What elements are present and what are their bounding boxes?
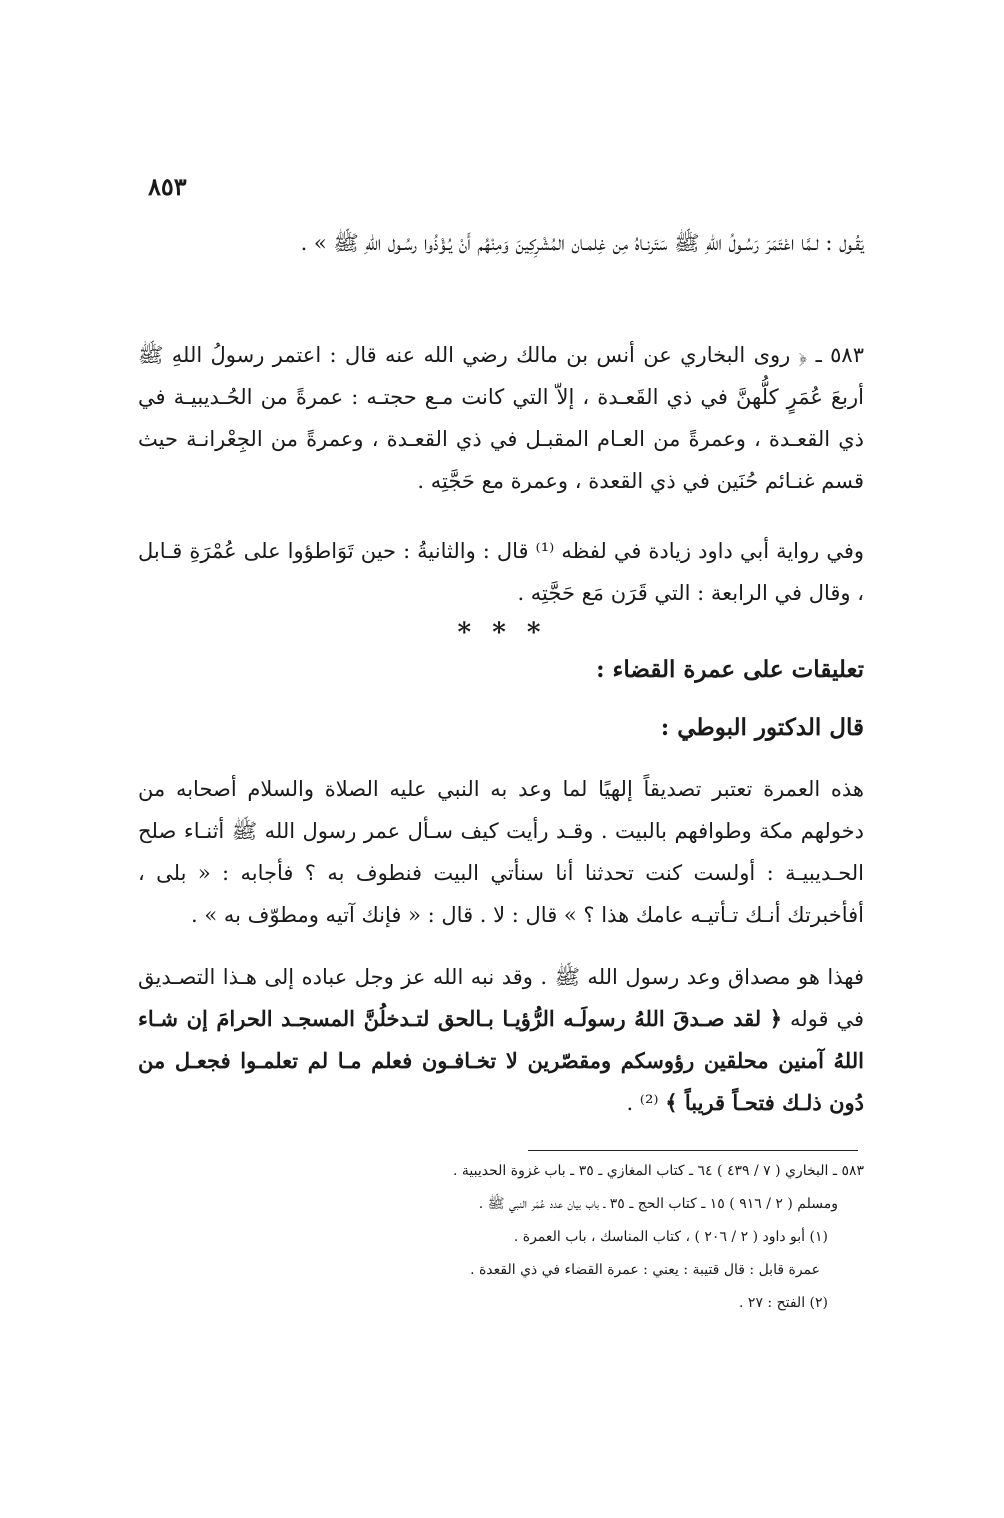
footnote-line: (١) أبو داود ( ٢ / ٢٠٦ ) ، كتاب المناسك ، باب العمرة . (513, 1229, 828, 1245)
section-separator: * * * (457, 618, 547, 648)
paragraph-3: وفي رواية أبي داود زيادة في لفظه ⁽¹⁾ قال : والثانيةُ : حين تَوَاطؤوا على عُمْرَةِ قـابل ، وقال في الرابعة : التي قَرَن مَع حَجَّتِه . (138, 539, 865, 605)
paragraph-5-start: فهذا هو مصداق وعد رسول الله ﷺ . وقد نبه الله عز وجل عباده إلى هـذا التصـديق في قوله (138, 965, 864, 1031)
paragraph-2: ٥٨٣ ـ ﴿ روى البخاري عن أنس بن مالك رضي الله عنه قال : اعتمر رسولُ اللهِ ﷺ أربعَ عُمَرٍ كلُّهنَّ في ذي القَعـدة ، إلاّ التي كانت مـع حجتـه : عمرةً من الحُـديبيـة في ذي القعـدة ، وعمرةً من العـام المقبـل في ذي القعـدة ، وعمرةً من الجِعْرانـة حيث قسم غنـائم حُنَين في ذي القعدة ، وعمرة مع حَجَّتِه . (138, 343, 864, 493)
paragraph-abu-dawud (138, 530, 864, 614)
footnote-line: ومسلم ( ٢ / ٩١٦ ) ١٥ ـ كتاب الحج ـ ٣٥ ـ باب بيان عدد عُمَر النبي ﷺ . (478, 1196, 838, 1212)
paragraph-5-end: ⁽²⁾ . (626, 1091, 666, 1115)
paragraph-hadith-583 (138, 334, 864, 502)
paragraph-commentary (138, 768, 864, 936)
page-number: ٨٥٣ (148, 172, 187, 201)
paragraph-5 (138, 956, 864, 1124)
footnotes (304, 1155, 864, 1320)
section-heading: تعليقات على عمرة القضاء : (596, 656, 864, 683)
quran-quote: ﴿ لقد صـدقَ اللهُ رسولَـه الرُّؤيـا بـالحق لتـدخلُنَّ المسجـد الحرامَ إن شـاء اللهُ آمنين محلقين رؤوسكم ومقصّرين لا تخـافـون فعلم مـا لم تعلمـوا فجعـل من دُون ذلـك فتحـاً قريباً ﴾ (138, 1006, 864, 1115)
paragraph-quran-verse (138, 956, 864, 1124)
footnote-line: (٢) الفتح : ٢٧ . (739, 1295, 828, 1311)
footnote-line: ٥٨٣ ـ البخاري ( ٧ / ٤٣٩ ) ٦٤ ـ كتاب المغازي ـ ٣٥ ـ باب غزوة الحديبية . (453, 1163, 864, 1179)
paragraph-hadith-continuation (138, 222, 864, 264)
paragraph-1: يَقُـول : لـمَّا اعْتَمَرَ رَسُـولُ اللهِ ﷺ سَتَرنـاهُ مِن غِلمـان المُشْرِكِينَ وَمِنْهُم أَنْ يُـؤْذُوا رسُـول اللهِ ﷺ » . (300, 231, 864, 255)
subsection-heading: قال الدكتور البوطي : (660, 714, 864, 741)
footnote-divider (528, 1150, 858, 1151)
footnote-line: عمرة قابل : قال قتيبة : يعني : عمرة القضاء في ذي القعدة . (470, 1262, 820, 1278)
paragraph-4: هذه العمرة تعتبر تصديقاً إلهيًا لما وعد به النبي عليه الصلاة والسلام أصحابه من دخولهم مكة وطوافهم بالبيت . وقـد رأيت كيف سـأل عمر رسول الله ﷺ أثنـاء صلح الحـديبيـة : أولست كنت تحدثنا أنا سنأتي البيت فنطوف به ؟ فأجابه : « بلى ، أفأخبرتك أنـك تـأتيـه عامك هذا ؟ » قال : لا . قال : « فإنك آتيه ومطوّف به » . (138, 777, 864, 927)
